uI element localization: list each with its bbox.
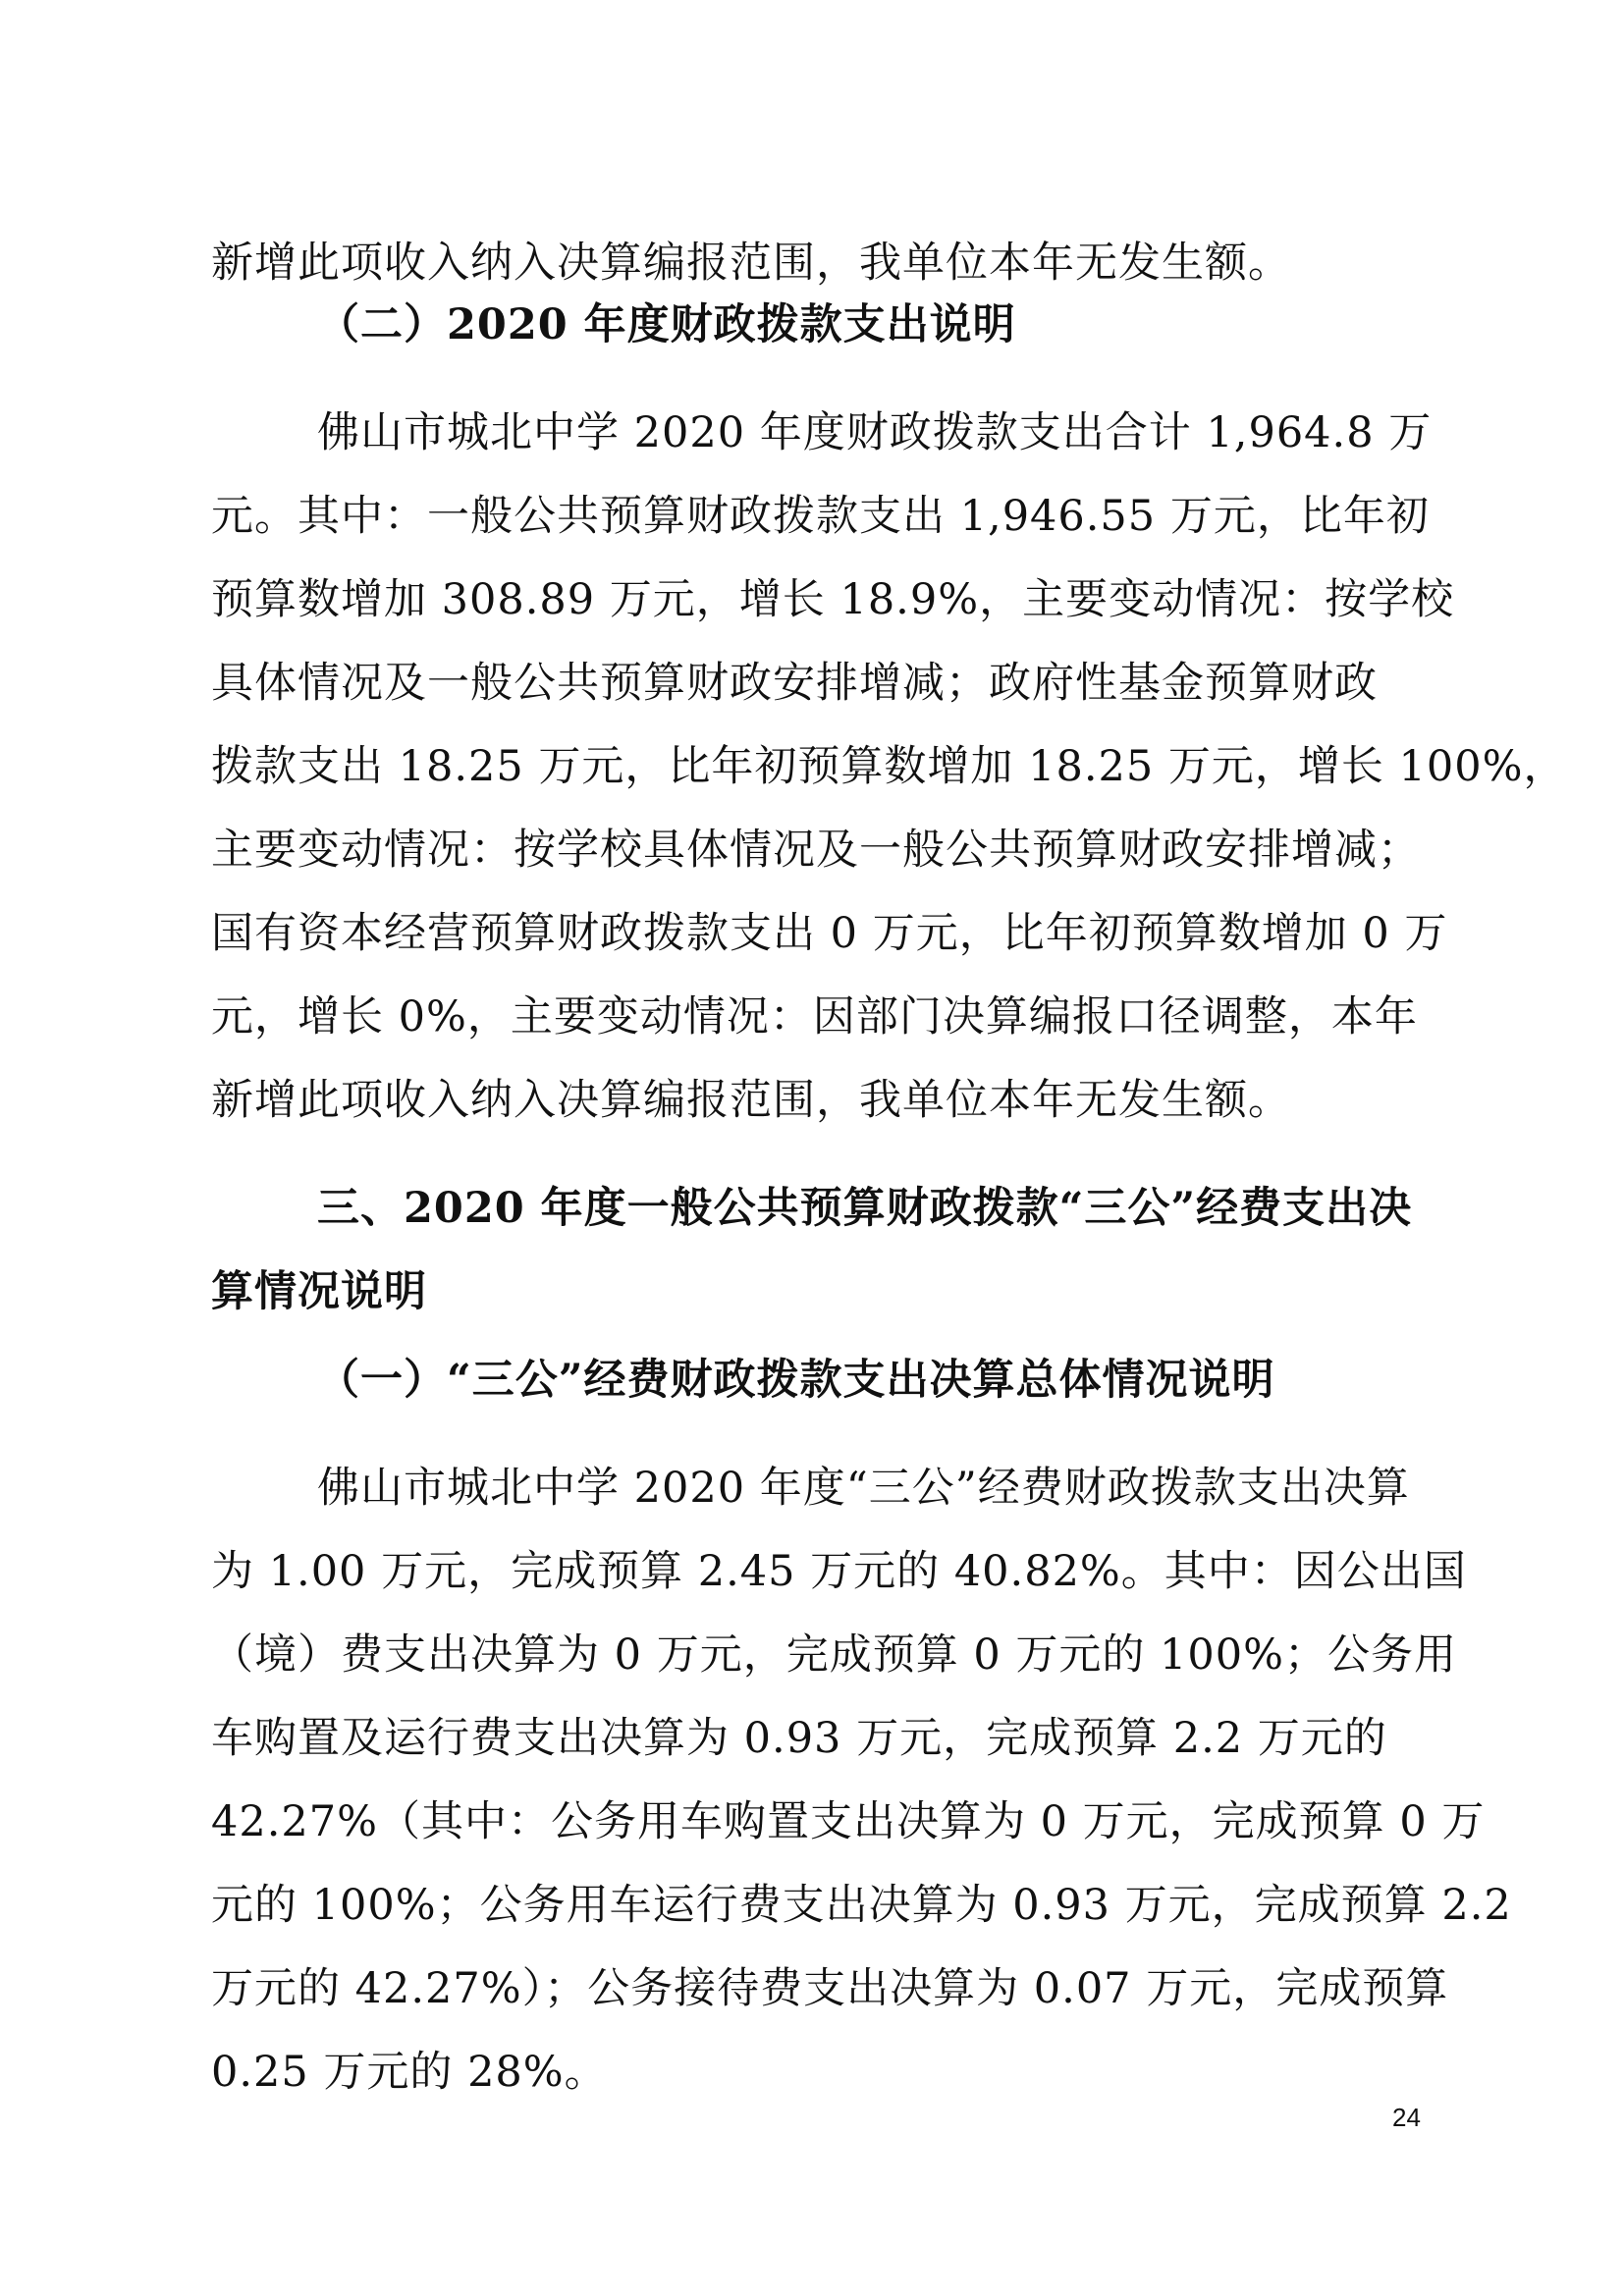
- body-line-1: 新增此项收入纳入决算编报范围，我单位本年无发生额。: [211, 239, 1291, 288]
- body-line-16: 为 1.00 万元，完成预算 2.45 万元的 40.82%。其中：因公出国: [211, 1547, 1467, 1596]
- body-line-8: 主要变动情况：按学校具体情况及一般公共预算财政安排增减；: [211, 826, 1421, 875]
- page-number: 24: [1392, 2103, 1421, 2132]
- body-line-22: 0.25 万元的 28%。: [211, 2048, 608, 2097]
- body-line-10: 元，增长 0%，主要变动情况：因部门决算编报口径调整，本年: [211, 992, 1418, 1041]
- body-line-4: 元。其中：一般公共预算财政拨款支出 1,946.55 万元，比年初: [211, 492, 1430, 541]
- body-line-7: 拨款支出 18.25 万元，比年初预算数增加 18.25 万元，增长 100%，: [211, 742, 1567, 791]
- section-heading-3-cont: 算情况说明: [211, 1267, 427, 1316]
- section-heading-2-2: （二）2020 年度财政拨款支出说明: [317, 300, 1016, 349]
- body-line-9: 国有资本经营预算财政拨款支出 0 万元，比年初预算数增加 0 万: [211, 909, 1448, 958]
- body-line-18: 车购置及运行费支出决算为 0.93 万元，完成预算 2.2 万元的: [211, 1714, 1387, 1763]
- body-line-15: 佛山市城北中学 2020 年度“三公”经费财政拨款支出决算: [317, 1464, 1410, 1513]
- body-line-19: 42.27%（其中：公务用车购置支出决算为 0 万元，完成预算 0 万: [211, 1797, 1486, 1846]
- body-line-21: 万元的 42.27%）；公务接待费支出决算为 0.07 万元，完成预算: [211, 1964, 1449, 2013]
- body-line-6: 具体情况及一般公共预算财政安排增减；政府性基金预算财政: [211, 659, 1378, 708]
- body-line-17: （境）费支出决算为 0 万元，完成预算 0 万元的 100%；公务用: [211, 1630, 1457, 1680]
- body-line-5: 预算数增加 308.89 万元，增长 18.9%，主要变动情况：按学校: [211, 575, 1455, 624]
- section-heading-3-1: （一）“三公”经费财政拨款支出决算总体情况说明: [317, 1356, 1275, 1405]
- body-line-20: 元的 100%；公务用车运行费支出决算为 0.93 万元，完成预算 2.2: [211, 1881, 1512, 1930]
- body-line-11: 新增此项收入纳入决算编报范围，我单位本年无发生额。: [211, 1076, 1291, 1125]
- body-line-3: 佛山市城北中学 2020 年度财政拨款支出合计 1,964.8 万: [317, 408, 1433, 457]
- section-heading-3: 三、2020 年度一般公共预算财政拨款“三公”经费支出决: [317, 1184, 1413, 1233]
